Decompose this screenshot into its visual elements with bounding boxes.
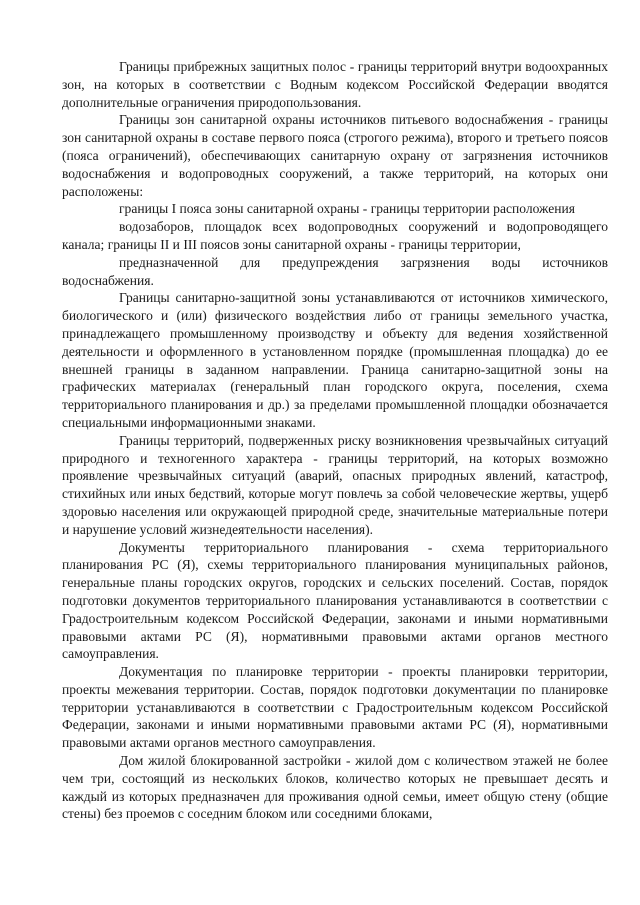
- paragraph-planning-documentation: Документация по планировке территории - проекты планировки территории, проекты межевания территории. Состав, порядок подготовки документации по планировке территории устанавливаются в соответствии с Градостроительным кодексом Российской Федерации, законами и иными нормативными правовыми актами РС (Я), нормативными правовыми актами органов местного самоуправления.: [62, 664, 608, 751]
- paragraph-territorial-planning-documents: Документы территориального планирования - схема территориального планирования РС (Я), схемы территориального планирования муниципальных районов, генеральные планы городских округов, городских и сельских поселений. Состав, порядок подготовки документов территориального планирования устанавливаются в соответствии с Градостроительным кодексом Российской Федерации, законами и иными нормативными правовыми актами РС (Я), нормативными правовыми актами органов местного самоуправления.: [62, 539, 608, 662]
- paragraph-sanitary-zone-boundaries: Границы зон санитарной охраны источников питьевого водоснабжения - границы зон санитарной охраны в составе первого пояса (строгого режима), второго и третьего поясов (пояса ограничений), обеспечивающих санитарную охрану от загрязнения источников водоснабжения и водопроводных сооружений, а также территорий, на которых они расположены:: [62, 112, 608, 199]
- paragraph-sanitary-protection-zone: Границы санитарно-защитной зоны устанавливаются от источников химического, биологического и (или) физического воздействия либо от границы земельного участка, принадлежащего промышленному производству и объекту для ведения хозяйственной деятельности и оформленного в установленном порядке (промышленная площадка) до ее внешней границы в заданном направлении. Граница санитарно-защитной зоны на графических материалах (генеральный план городского округа, поселения, схема территориального планирования и др.) за пределами промышленной площадки обозначается специальными информационными знаками.: [62, 290, 608, 430]
- paragraph-pollution-prevention: предназначенной для предупреждения загрязнения воды источников водоснабжения.: [62, 254, 608, 288]
- paragraph-blocked-housing: Дом жилой блокированной застройки - жилой дом с количеством этажей не более чем три, состоящий из нескольких блоков, количество которых не превышает десять и каждый из которых предназначен для проживания одной семьи, имеет общую стену (общие стены) без проемов с соседним блоком или соседними блоками,: [62, 753, 608, 822]
- paragraph-coastal-strip-boundaries: Границы прибрежных защитных полос - границы территорий внутри водоохранных зон, на которых в соответствии с Водным кодексом Российской Федерации вводятся дополнительные ограничения природопользования.: [62, 59, 608, 110]
- document-page: [62, 58, 608, 823]
- paragraph-water-intakes: водозаборов, площадок всех водопроводных сооружений и водопроводящего канала; границы II и III поясов зоны санитарной охраны - границы территории,: [62, 219, 608, 252]
- paragraph-first-belt-boundaries: границы I пояса зоны санитарной охраны - границы территории расположения: [119, 201, 575, 217]
- paragraph-emergency-risk-territories: Границы территорий, подверженных риску возникновения чрезвычайных ситуаций природного и техногенного характера - границы территорий, на которых возможно проявление чрезвычайных ситуаций (аварий, опасных природных явлений, катастроф, стихийных или иных бедствий, которые могут повлечь за собой человеческие жертвы, ущерб здоровью населения или окружающей природной среде, значительные материальные потери и нарушение условий жизнедеятельности населения).: [62, 432, 608, 537]
